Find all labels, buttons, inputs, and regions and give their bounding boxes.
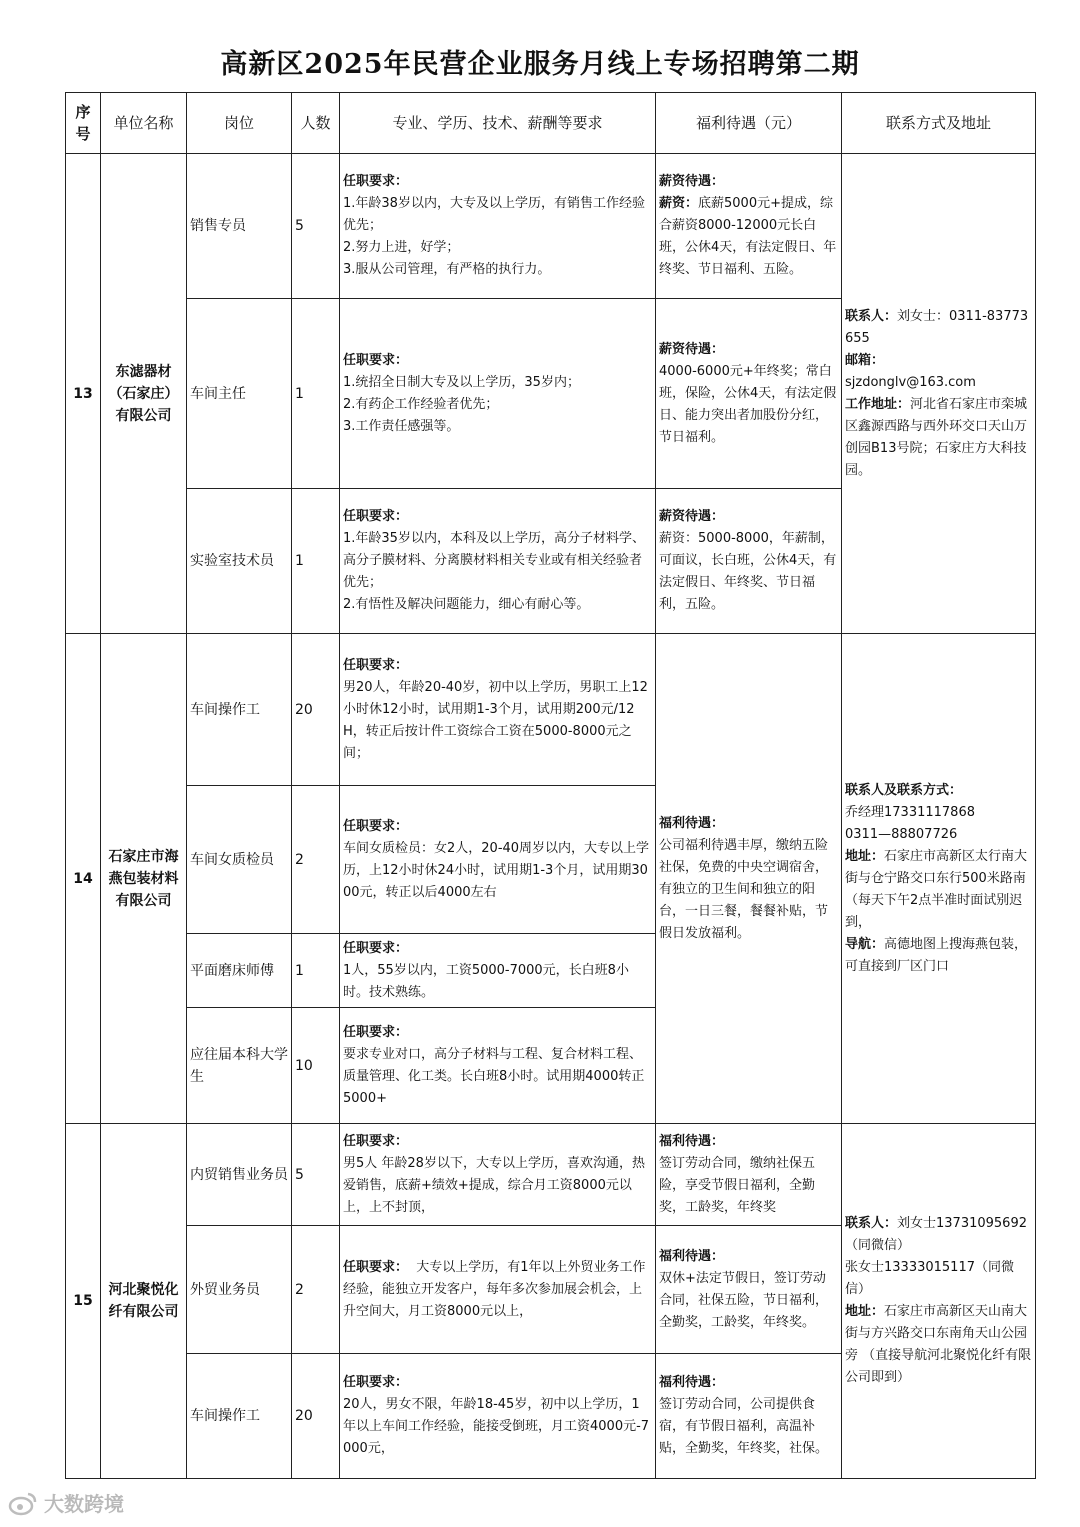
requirements-label: 任职要求：: [343, 657, 409, 673]
requirements-label: 任职要求：: [343, 352, 409, 368]
contact-address: 河北省石家庄市栾城区鑫源西路与西外环交口天山万创园B13号院；石家庄方大科技园。: [845, 396, 1028, 478]
benefits-label: 福利待遇：: [659, 1133, 725, 1149]
company-name: 东滤器材（石家庄）有限公司: [101, 154, 187, 634]
contact-address-label: 地址：: [845, 848, 885, 864]
requirements-cell: [340, 1226, 656, 1354]
count-cell: 1: [292, 489, 340, 634]
header-count: 人数: [292, 93, 340, 154]
benefits-text: 签订劳动合同，缴纳社保五险，享受节假日福利，全勤奖，工龄奖，年终奖: [659, 1155, 816, 1215]
contact-cell: [842, 1124, 1036, 1479]
benefits-text: 双休+法定节假日，签订劳动合同，社保五险，节日福利，全勤奖，工龄奖，年终奖。: [659, 1270, 829, 1330]
benefits-label: 薪资待遇：: [659, 174, 725, 189]
table-row: [66, 634, 1036, 786]
position-cell: 车间主任: [187, 299, 292, 489]
contact-nav: 高德地图上搜海燕包装，可直接到厂区门口: [845, 936, 1028, 974]
requirements-text: 1.统招全日制大专及以上学历，35岁内； 2.有药企工作经验者优先； 3.工作责任感强等。: [343, 374, 580, 434]
header-seq: 序号: [66, 93, 101, 154]
header-company: 单位名称: [101, 93, 187, 154]
header-benefits: 福利待遇（元）: [656, 93, 842, 154]
benefits-cell: [656, 154, 842, 299]
recruitment-table: [65, 92, 1036, 1479]
requirements-cell: [340, 634, 656, 786]
company-name: 石家庄市海燕包装材料有限公司: [101, 634, 187, 1124]
contact-address-label: 地址：: [845, 1304, 885, 1319]
contact-email: sjzdonglv@163.com: [845, 374, 976, 390]
position-cell: 应往届本科大学生: [187, 1008, 292, 1124]
requirements-cell: [340, 299, 656, 489]
contact-person: 乔经理17331117868 0311—88807726: [845, 804, 975, 842]
position-cell: 销售专员: [187, 154, 292, 299]
position-cell: 车间女质检员: [187, 786, 292, 934]
benefits-label: 福利待遇：: [659, 1248, 725, 1264]
requirements-text: 1.年龄38岁以内，大专及以上学历，有销售工作经验优先； 2.努力上进，好学； 3.服从公司管理，有严格的执行力。: [343, 196, 645, 277]
count-cell: 5: [292, 154, 340, 299]
requirements-label: 任职要求：: [343, 940, 409, 956]
benefits-text: 签订劳动合同，公司提供食宿，有节假日福利，高温补贴，全勤奖，年终奖，社保。: [659, 1397, 829, 1456]
requirements-label: 任职要求：: [343, 174, 409, 189]
requirements-text: 大专以上学历，有1年以上外贸业务工作经验，能独立开发客户，每年多次参加展会机会，上升空间大，月工资8000元以上，: [343, 1259, 646, 1319]
count-cell: 1: [292, 934, 340, 1008]
benefits-label: 福利待遇：: [659, 815, 725, 831]
header-contact: 联系方式及地址: [842, 93, 1036, 154]
benefits-cell: [656, 1124, 842, 1226]
requirements-text: 男5人 年龄28岁以下，大专以上学历，喜欢沟通，热爱销售，底薪+绩效+提成，综合月工资8000元以上，上不封顶，: [343, 1155, 645, 1215]
count-cell: 20: [292, 1354, 340, 1479]
benefits-text: 薪资：5000-8000，年薪制，可面议，长白班，公休4天，有法定假日、年终奖、节日福利，五险。: [659, 531, 837, 612]
contact-address-label: 工作地址：: [845, 396, 911, 412]
header-requirements: 专业、学历、技术、薪酬等要求: [340, 93, 656, 154]
contact-person: 刘女士：0311-83773655: [845, 308, 1029, 346]
requirements-label: 任职要求：: [343, 1024, 409, 1040]
count-cell: 1: [292, 299, 340, 489]
contact-person-label: 联系人：: [845, 308, 898, 324]
requirements-cell: [340, 934, 656, 1008]
benefits-label: 福利待遇：: [659, 1375, 725, 1390]
benefits-label: 薪资待遇：: [659, 341, 725, 357]
benefits-cell: [656, 1226, 842, 1354]
count-cell: 2: [292, 1226, 340, 1354]
weibo-icon: [8, 1490, 38, 1516]
position-cell: 平面磨床师傅: [187, 934, 292, 1008]
seq-cell: 15: [66, 1124, 101, 1479]
table-row: [66, 1124, 1036, 1226]
requirements-cell: [340, 1354, 656, 1479]
watermark: [8, 1488, 124, 1517]
count-cell: 20: [292, 634, 340, 786]
contact-person-label: 联系人及联系方式：: [845, 782, 963, 798]
contact-person: 刘女士13731095692（同微信） 张女士13333015117（同微信）: [845, 1216, 1027, 1297]
company-name: 河北聚悦化纤有限公司: [101, 1124, 187, 1479]
requirements-text: 20人，男女不限，年龄18-45岁，初中以上学历，1年以上车间工作经验，能接受倒班，月工资4000元-7000元，: [343, 1397, 650, 1456]
requirements-label: 任职要求：: [343, 1375, 409, 1390]
requirements-cell: [340, 1008, 656, 1124]
requirements-label: 任职要求：: [343, 509, 409, 524]
requirements-text: 男20人，年龄20-40岁，初中以上学历，男职工上12小时休12小时，试用期1-3个月，试用期200元/12H，转正后按计件工资综合工资在5000-8000元之间；: [343, 679, 648, 761]
requirements-label: 任职要求：: [343, 1133, 409, 1149]
position-cell: 外贸业务员: [187, 1226, 292, 1354]
contact-nav-label: 导航：: [845, 936, 885, 952]
benefits-sublabel: 薪资：: [659, 196, 699, 211]
contact-email-label: 邮箱：: [845, 352, 885, 368]
requirements-text: 1人，55岁以内，工资5000-7000元，长白班8小时。技术熟练。: [343, 962, 629, 1000]
seq-cell: 13: [66, 154, 101, 634]
header-position: 岗位: [187, 93, 292, 154]
requirements-cell: [340, 154, 656, 299]
position-cell: 车间操作工: [187, 634, 292, 786]
requirements-cell: [340, 489, 656, 634]
count-cell: 5: [292, 1124, 340, 1226]
seq-cell: 14: [66, 634, 101, 1124]
benefits-text: 公司福利待遇丰厚，缴纳五险社保，免费的中央空调宿舍，有独立的卫生间和独立的阳台，一日三餐，餐餐补贴，节假日发放福利。: [659, 837, 829, 941]
table-header-row: [66, 93, 1036, 154]
benefits-cell: [656, 299, 842, 489]
benefits-label: 薪资待遇：: [659, 509, 725, 524]
contact-person-label: 联系人：: [845, 1216, 898, 1231]
watermark-text: 大数跨境: [44, 1492, 124, 1516]
benefits-text: 4000-6000元+年终奖；常白班，保险，公休4天，有法定假日、能力突出者加股份分红，节日福利。: [659, 363, 837, 445]
position-cell: 实验室技术员: [187, 489, 292, 634]
contact-address: 石家庄市高新区太行南大街与仓宁路交口东行500米路南（每天下午2点半准时面试别迟到，: [845, 848, 1028, 930]
requirements-label: 任职要求：: [343, 1259, 409, 1275]
requirements-label: 任职要求：: [343, 818, 409, 834]
count-cell: 2: [292, 786, 340, 934]
contact-cell: [842, 634, 1036, 1124]
count-cell: 10: [292, 1008, 340, 1124]
benefits-cell: [656, 1354, 842, 1479]
benefits-cell: [656, 634, 842, 1124]
position-cell: 内贸销售业务员: [187, 1124, 292, 1226]
contact-cell: [842, 154, 1036, 634]
page-title: 高新区2025年民营企业服务月线上专场招聘第二期: [220, 49, 860, 80]
contact-address: 石家庄市高新区天山南大街与方兴路交口东南角天山公园旁 （直接导航河北聚悦化纤有限公司即到）: [845, 1304, 1032, 1385]
requirements-cell: [340, 1124, 656, 1226]
position-cell: 车间操作工: [187, 1354, 292, 1479]
table-row: [66, 154, 1036, 299]
requirements-text: 车间女质检员：女2人，20-40周岁以内，大专以上学历，上12小时休24小时，试用期1-3个月，试用期3000元，转正以后4000左右: [343, 840, 650, 900]
requirements-cell: [340, 786, 656, 934]
benefits-text: 底薪5000元+提成，综合薪资8000-12000元长白班，公休4天，有法定假日、年终奖、节日福利、五险。: [659, 196, 837, 277]
requirements-text: 要求专业对口，高分子材料与工程、复合材料工程、质量管理、化工类。长白班8小时。试用期4000转正5000+: [343, 1046, 645, 1106]
requirements-text: 1.年龄35岁以内，本科及以上学历，高分子材料学、高分子膜材料、分离膜材料相关专业或有相关经验者优先； 2.有悟性及解决问题能力，细心有耐心等。: [343, 531, 645, 612]
benefits-cell: [656, 489, 842, 634]
